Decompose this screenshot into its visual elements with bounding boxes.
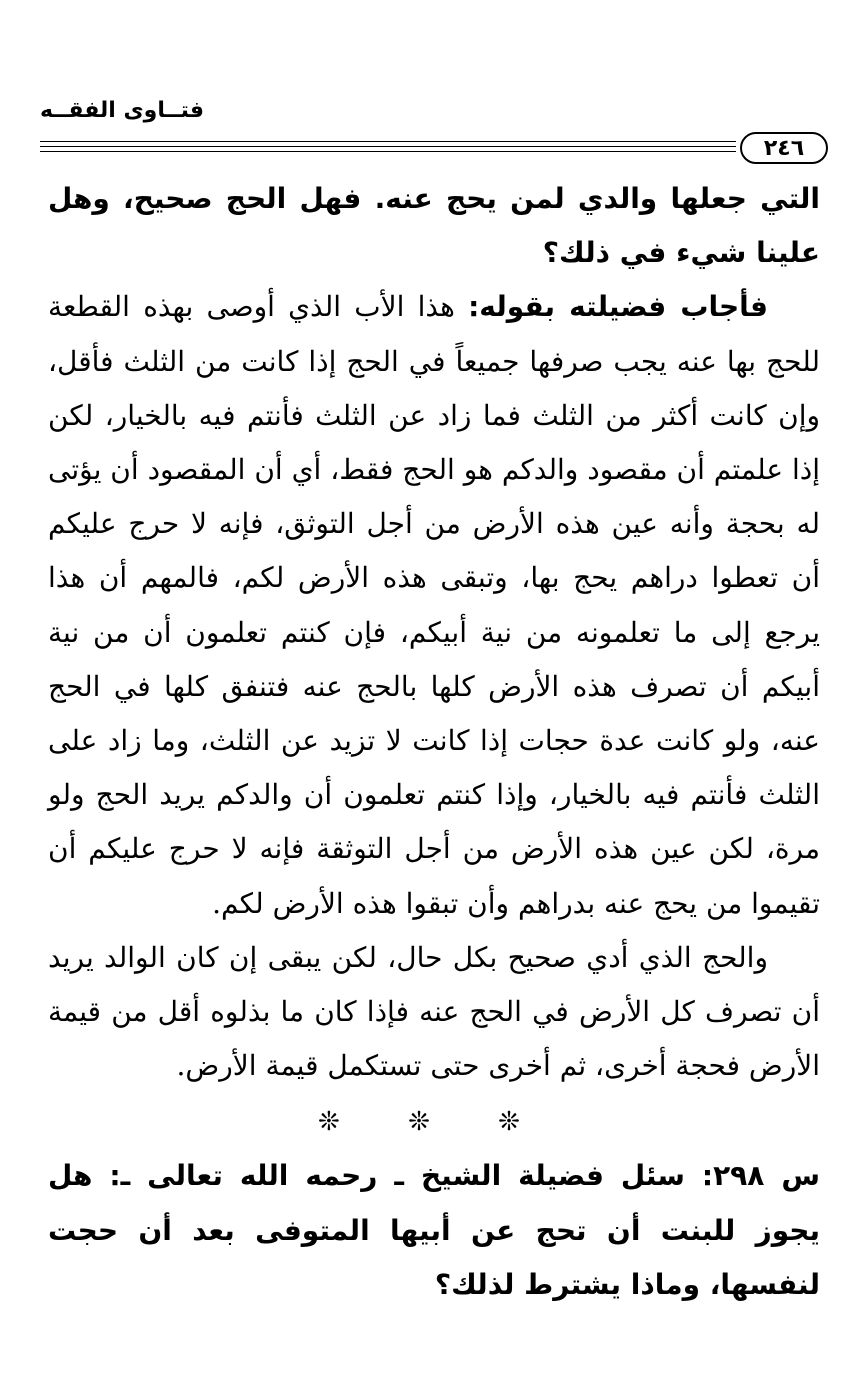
page-body — [48, 172, 820, 1312]
header-rule-line — [40, 151, 736, 152]
header-rule — [40, 134, 828, 160]
answer-paragraph-2: والحج الذي أدي صحيح بكل حال، لكن يبقى إن كان الوالد يريد أن تصرف كل الأرض في الحج عنه فإذا كان ما بذلوه أقل من قيمة الأرض فحجة أخرى، ثم أخرى حتى تستكمل قيمة الأرض. — [48, 940, 820, 1083]
header-rule-line — [40, 146, 736, 147]
answer-text: هذا الأب الذي أوصى بهذه القطعة للحج بها عنه يجب صرفها جميعاً في الحج إذا كانت من الثلث فأقل، وإن كانت أكثر من الثلث فما زاد عن الثلث فأنتم فيه بالخيار، لكن إذا علمتم أن مقصود والدكم هو الحج فقط، أي أن المقصود أن يؤتى له بحجة وأنه عين هذه الأرض من أجل التوثق، فإنه لا حرج عليكم أن تعطوا دراهم يحج بها، وتبقى هذه الأرض لكم، فالمهم أن هذا يرجع إلى ما تعلمونه من نية أبيكم، فإن كنتم تعلمون أن من نية أبيكم أن تصرف هذه الأرض كلها بالحج عنه فتنفق كلها في الحج عنه، ولو كانت عدة حجات إذا كانت لا تزيد عن الثلث، وما زاد على الثلث فأنتم فيه بالخيار، وإذا كنتم تعلمون أن والدكم يريد الحج ولو مرة، لكن عين هذه الأرض من أجل التوثقة فإنه لا حرج عليكم أن تقيموا من يحج عنه بدراهم وأن تبقوا هذه الأرض لكم. — [48, 290, 820, 920]
section-separator: ❊ ❊ ❊ — [318, 1107, 550, 1138]
question-number-label: س ٢٩٨: — [701, 1159, 821, 1193]
running-title: فتــاوى الفقــه — [40, 98, 205, 123]
answer-label: فأجاب فضيلته بقوله: — [468, 290, 769, 324]
question-continuation: التي جعلها والدي لمن يحج عنه. فهل الحج صحيح، وهل علينا شيء في ذلك؟ — [48, 182, 820, 270]
next-question — [48, 1149, 820, 1312]
question-text: سئل فضيلة الشيخ ـ رحمه الله تعالى ـ: هل يجوز للبنت أن تحج عن أبيها المتوفى بعد أن حجت لنفسها، وماذا يشترط لذلك؟ — [48, 1159, 820, 1301]
header-rule-line — [40, 141, 736, 142]
page-number: ٢٤٦ — [740, 132, 828, 164]
answer-paragraph — [48, 280, 820, 930]
